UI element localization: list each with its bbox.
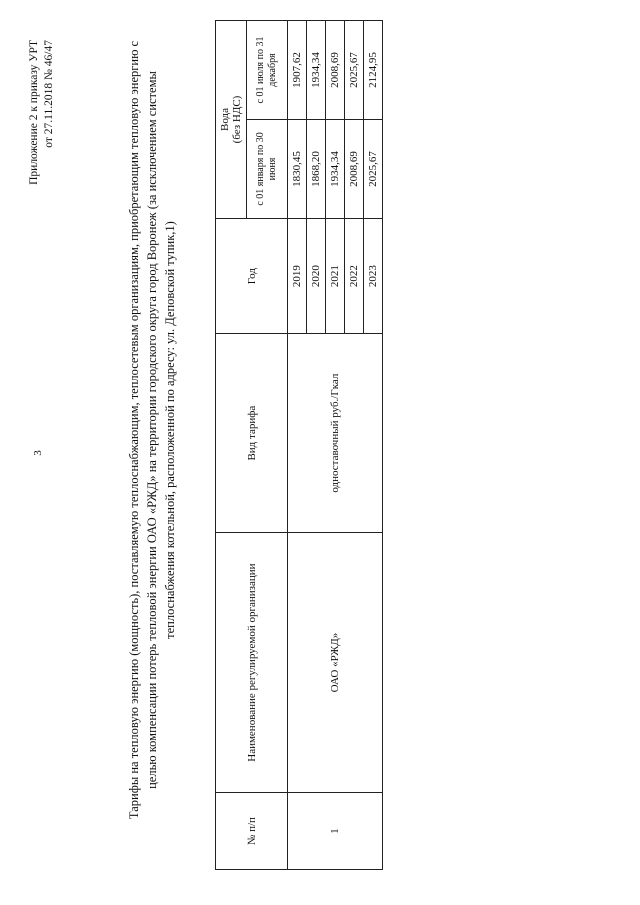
cell-year: 2019: [288, 218, 307, 333]
cell-value-h2: 1934,34: [307, 21, 326, 120]
header-water-label: Вода: [219, 107, 231, 131]
table-row: [288, 21, 307, 870]
cell-year: 2020: [307, 218, 326, 333]
header-org: Наименование регулируемой организации: [216, 532, 288, 792]
cell-year: 2023: [364, 218, 383, 333]
cell-value-h2: 2008,69: [326, 21, 345, 120]
cell-value-h1: 1830,45: [288, 120, 307, 219]
cell-year: 2021: [326, 218, 345, 333]
cell-year: 2022: [345, 218, 364, 333]
header-num: № п/п: [216, 793, 288, 870]
cell-org: ОАО «РЖД»: [288, 532, 383, 792]
header-period-1: с 01 января по 30 июня: [247, 120, 288, 219]
cell-tariff-type: одноставочный руб./Гкал: [288, 334, 383, 533]
cell-value-h1: 1868,20: [307, 120, 326, 219]
cell-num: 1: [288, 793, 383, 870]
cell-value-h2: 2025,67: [345, 21, 364, 120]
cell-value-h1: 1934,34: [326, 120, 345, 219]
table-header-row: [216, 21, 247, 870]
page-number: 3: [32, 450, 44, 456]
cell-value-h1: 2025,67: [364, 120, 383, 219]
appendix-line-1: Приложение 2 к приказу УРТ: [28, 40, 40, 185]
header-tariff-type: Вид тарифа: [216, 334, 288, 533]
rotated-page-content: [5, 20, 625, 900]
appendix-line-2: от 27.11.2018 № 46/47: [43, 40, 55, 148]
cell-value-h1: 2008,69: [345, 120, 364, 219]
header-year: Год: [216, 218, 288, 333]
header-water-sub: (без НДС): [231, 95, 243, 144]
appendix-reference: [27, 40, 57, 260]
header-water: [216, 21, 247, 219]
cell-value-h2: 1907,62: [288, 21, 307, 120]
tariff-table: [215, 20, 383, 870]
document-title: Тарифы на тепловую энергию (мощность), поставляемую теплоснабжающим, теплосетевым организациям, приобретающим тепловую энергию с целью компенсации потерь тепловой энергии ОАО «РЖД» на территории городского округа город Воронеж (за исключением системы теплоснабжения котельной, расположенной по адресу: ул. Деповской тупик,1): [127, 40, 177, 820]
header-period-2: с 01 июля по 31 декабря: [247, 21, 288, 120]
cell-value-h2: 2124,95: [364, 21, 383, 120]
